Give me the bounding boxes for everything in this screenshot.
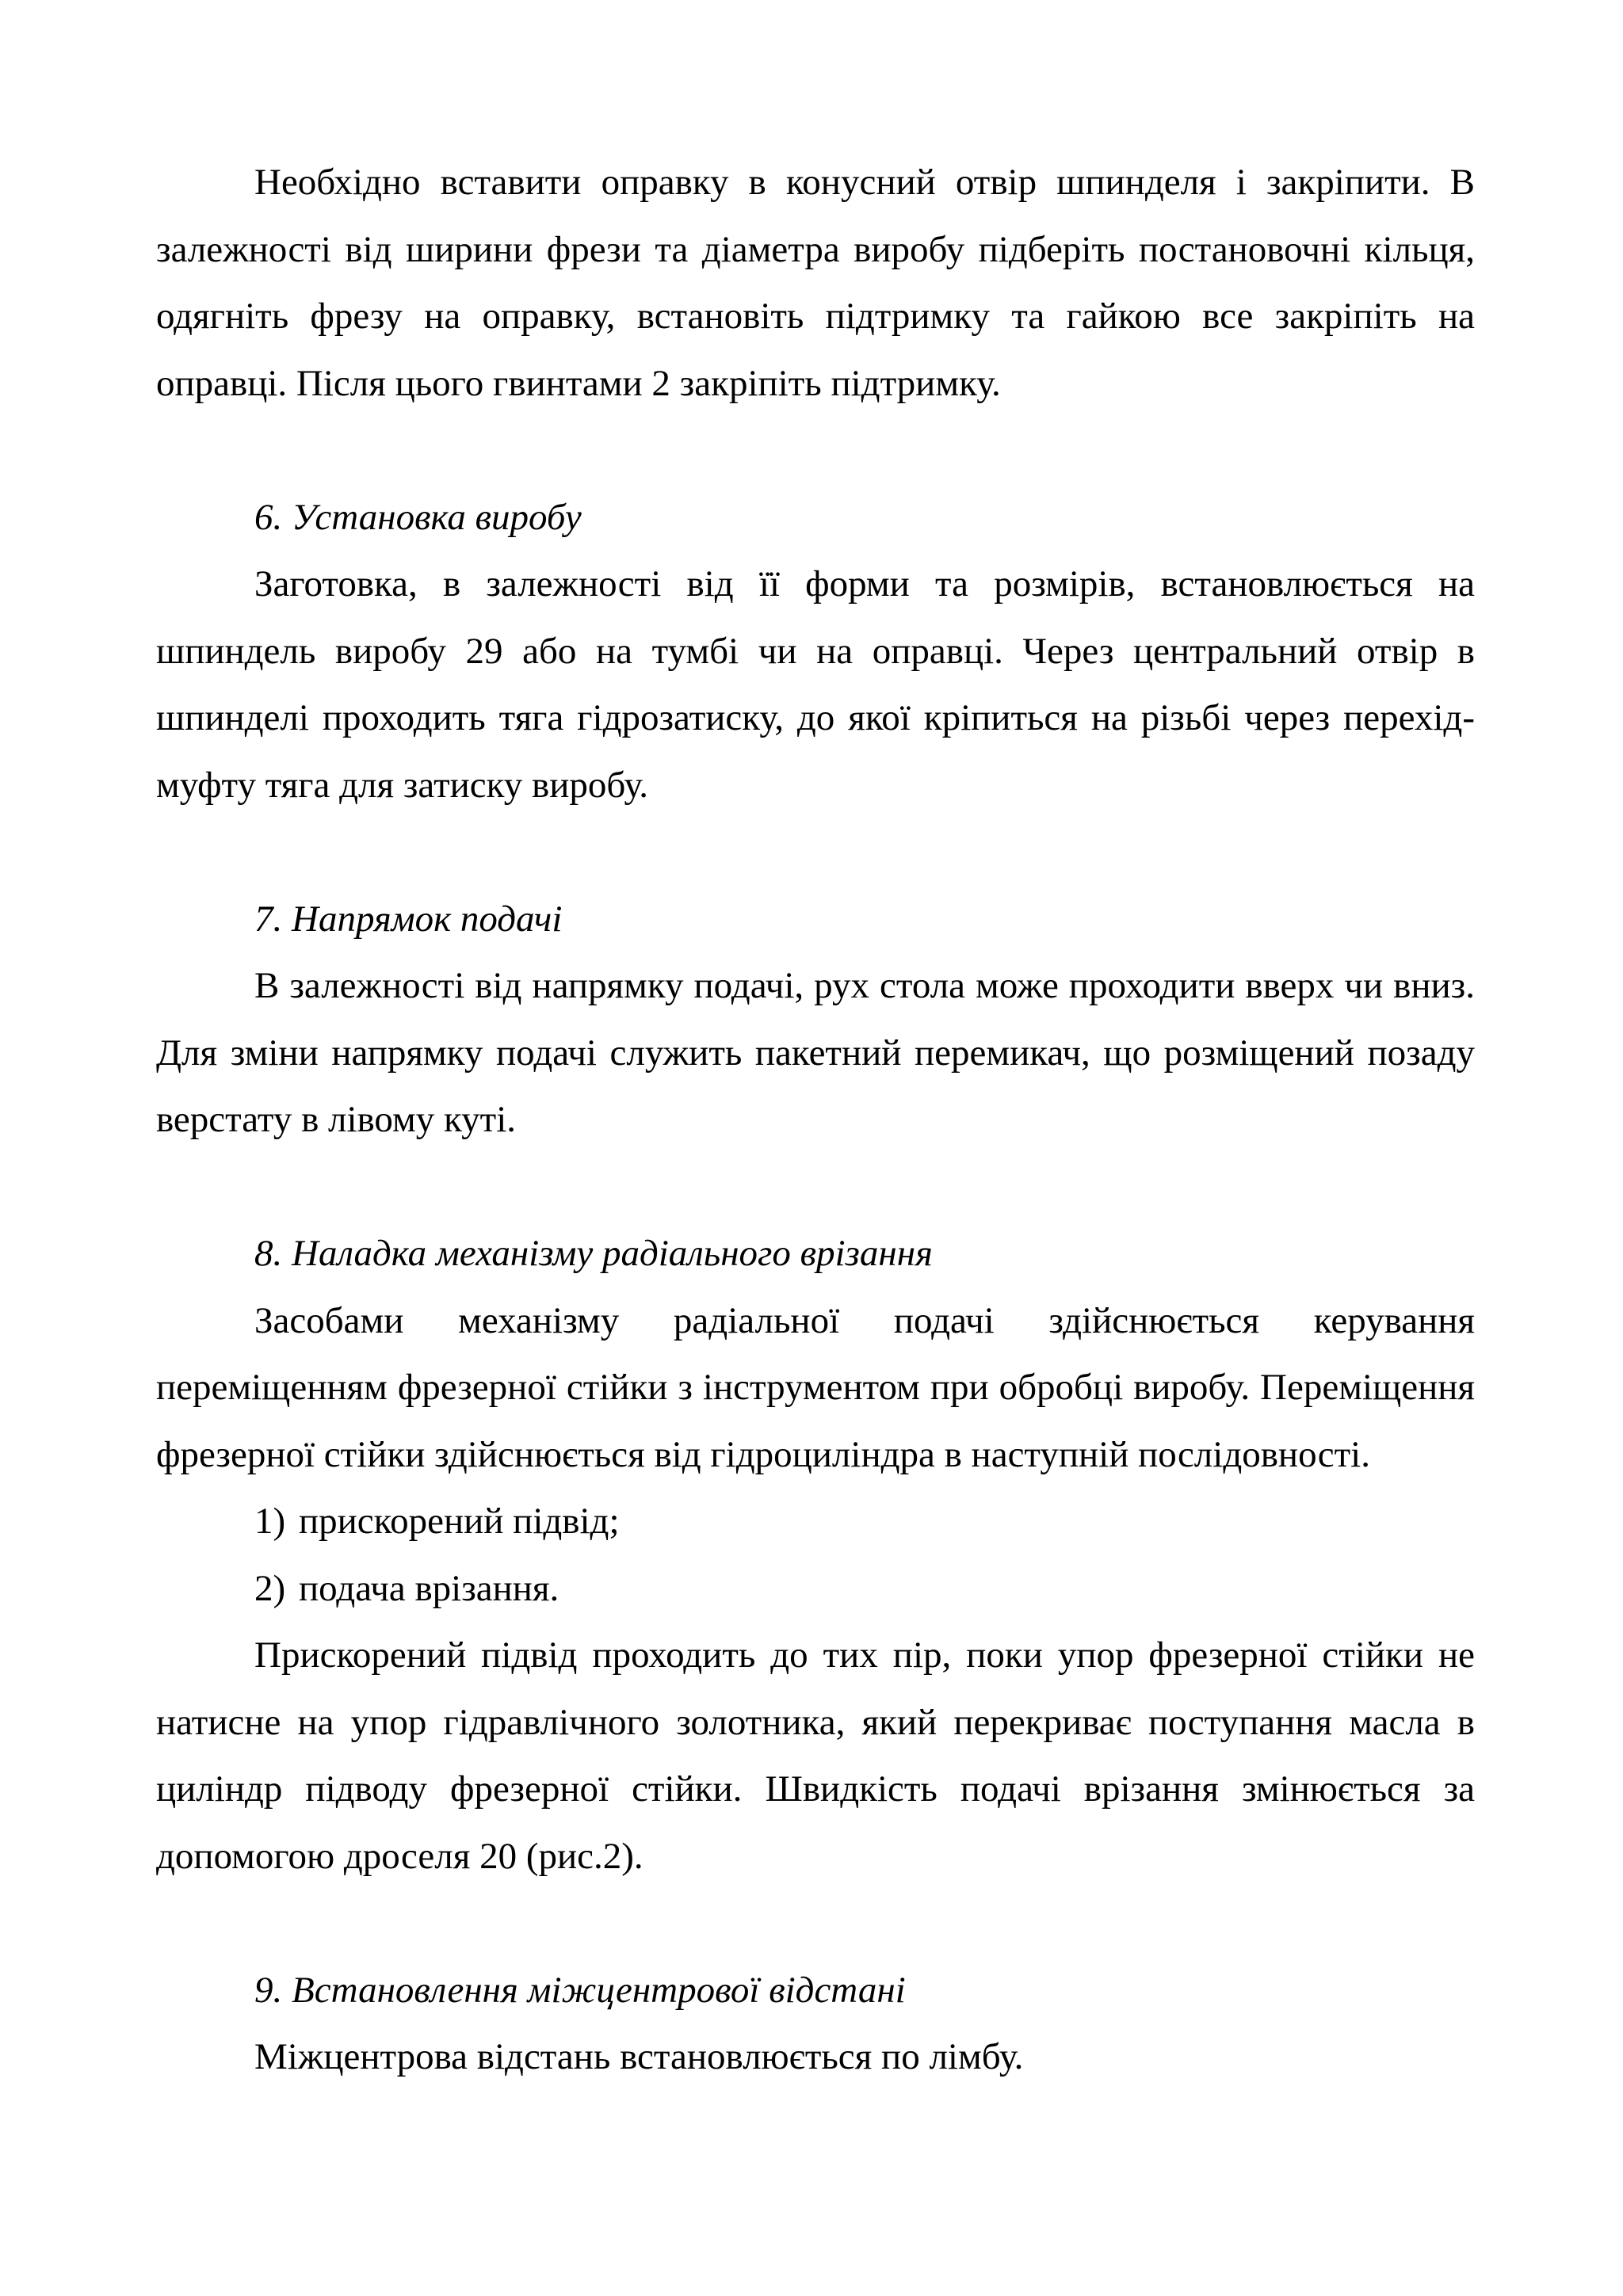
section-7-paragraph: В залежності від напрямку подачі, рух стола може проходити вверх чи вниз. Для зміни напрямку подачі служить пакетний перемикач, що розміщений позаду верстату в лівому куті. xyxy=(156,965,1475,1140)
section-heading-6: 6. Установка виробу xyxy=(254,496,582,538)
section-8-paragraph: Засобами механізму радіальної подачі здійснюється керування переміщенням фрезерної стійки з інструментом при обробці виробу. Переміщення фрезерної стійки здійснюється від гідроциліндра в наступній послідовності. xyxy=(156,1299,1475,1475)
section-heading-9: 9. Встановлення міжцентрової відстані xyxy=(254,1969,906,2011)
list-item-number: 1) xyxy=(254,1501,286,1542)
section-gap xyxy=(156,818,1475,886)
list-item-number: 2) xyxy=(254,1567,286,1609)
intro-paragraph: Необхідно вставити оправку в конусний отвір шпинделя і закріпити. В залежності від ширини фрези та діаметра виробу підберіть постановочні кільця, одягніть фрезу на оправку, встановіть підтримку та гайкою все закріпіть на оправці. Після цього гвинтами 2 закріпіть підтримку. xyxy=(156,162,1475,404)
section-6-paragraph: Заготовка, в залежності від її форми та розмірів, встановлюється на шпиндель виробу 29 або на тумбі чи на оправці. Через центральний отвір в шпинделі проходить тяга гідрозатиску, до якої кріпиться на різьбі через перехід-муфту тяга для затиску виробу. xyxy=(156,563,1475,806)
section-9-paragraph: Міжцентрова відстань встановлюється по лімбу. xyxy=(254,2036,1024,2077)
list-item xyxy=(156,1488,1475,1555)
section-heading-8: 8. Наладка механізму радіального врізання xyxy=(254,1233,933,1274)
list-item-text: подача врізання. xyxy=(299,1567,559,1609)
list-item-text: прискорений підвід; xyxy=(299,1501,620,1542)
section-heading-7: 7. Напрямок подачі xyxy=(254,898,563,940)
section-gap xyxy=(156,1890,1475,1957)
section-8-after-paragraph: Прискорений підвід проходить до тих пір, поки упор фрезерної стійки не натисне на упор гідравлічного золотника, який перекриває поступання масла в циліндр підводу фрезерної стійки. Швидкість подачі врізання змінюється за допомогою дроселя 20 (рис.2). xyxy=(156,1634,1475,1877)
list-item xyxy=(156,1555,1475,1623)
section-gap xyxy=(156,417,1475,484)
document-page xyxy=(156,149,1475,2091)
section-gap xyxy=(156,1154,1475,1221)
